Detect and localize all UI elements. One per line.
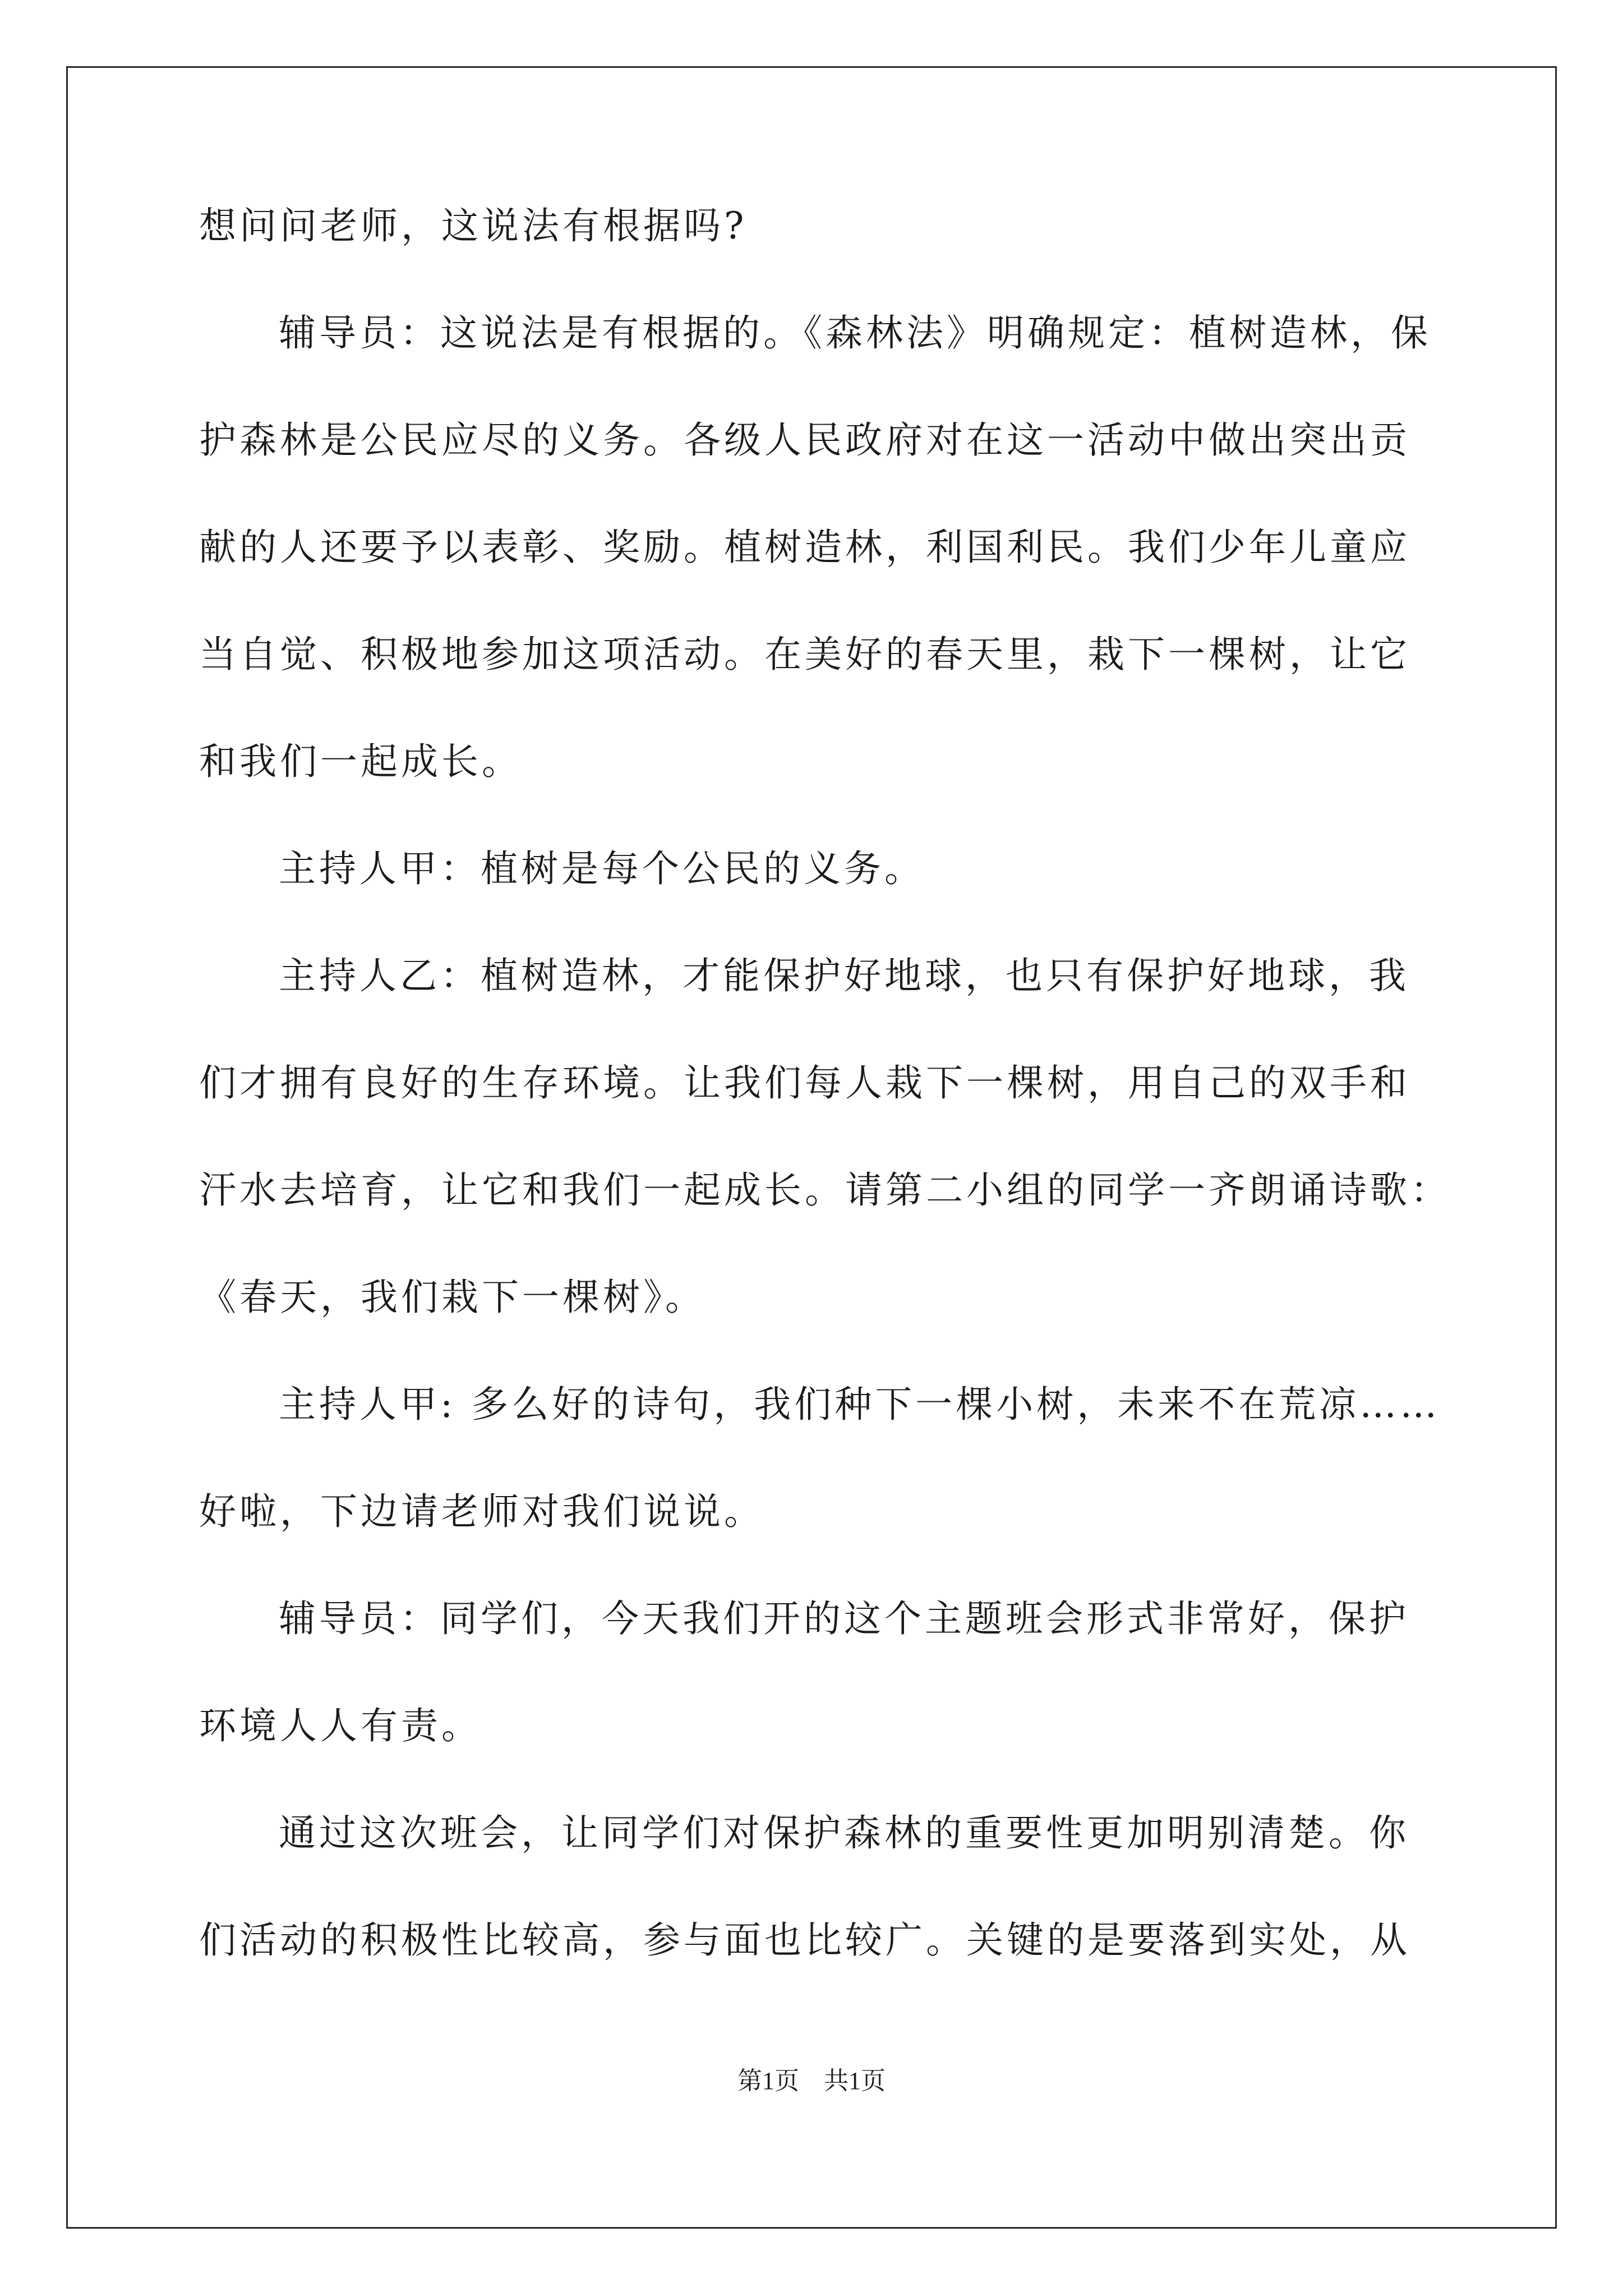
- text-line-16: 通过这次班会，让同学们对保护森林的重要性更加明别清楚。你: [279, 1811, 1409, 1855]
- text-line-12: 主持人甲: 多么好的诗句，我们种下一棵小树，未来不在荒凉……: [279, 1383, 1441, 1426]
- text-line-15: 环境人人有责。: [199, 1704, 482, 1747]
- text-line-2: 辅导员：这说法是有根据的。《森林法》明确规定：植树造林，保: [279, 311, 1431, 355]
- page-number-footer: 第1页 共1页: [737, 2067, 886, 2095]
- text-line-8: 主持人乙：植树造林，才能保护好地球，也只有保护好地球，我: [279, 954, 1409, 997]
- text-line-13: 好啦，下边请老师对我们说说。: [199, 1490, 764, 1533]
- text-line-3: 护森林是公民应尽的义务。各级人民政府对在这一活动中做出突出贡: [199, 418, 1410, 462]
- text-line-9: 们才拥有良好的生存环境。让我们每人栽下一棵树，用自己的双手和: [199, 1061, 1410, 1105]
- text-line-4: 献的人还要予以表彰、奖励。植树造林，利国利民。我们少年儿童应: [199, 526, 1410, 569]
- text-line-1: 想问问老师，这说法有根据吗?: [199, 204, 748, 247]
- text-line-6: 和我们一起成长。: [199, 740, 522, 783]
- text-line-11: 《春天，我们栽下一棵树》。: [199, 1276, 706, 1319]
- document-body: [199, 204, 1469, 2029]
- text-line-14: 辅导员：同学们，今天我们开的这个主题班会形式非常好，保护: [279, 1597, 1409, 1640]
- text-line-17: 们活动的积极性比较高，参与面也比较广。关键的是要落到实处，从: [199, 1918, 1410, 1962]
- text-line-10: 汗水去培育，让它和我们一起成长。请第二小组的同学一齐朗诵诗歌：: [199, 1168, 1451, 1212]
- text-line-5: 当自觉、积极地参加这项活动。在美好的春天里，栽下一棵树，让它: [199, 633, 1410, 676]
- text-line-7: 主持人甲：植树是每个公民的义务。: [279, 847, 925, 890]
